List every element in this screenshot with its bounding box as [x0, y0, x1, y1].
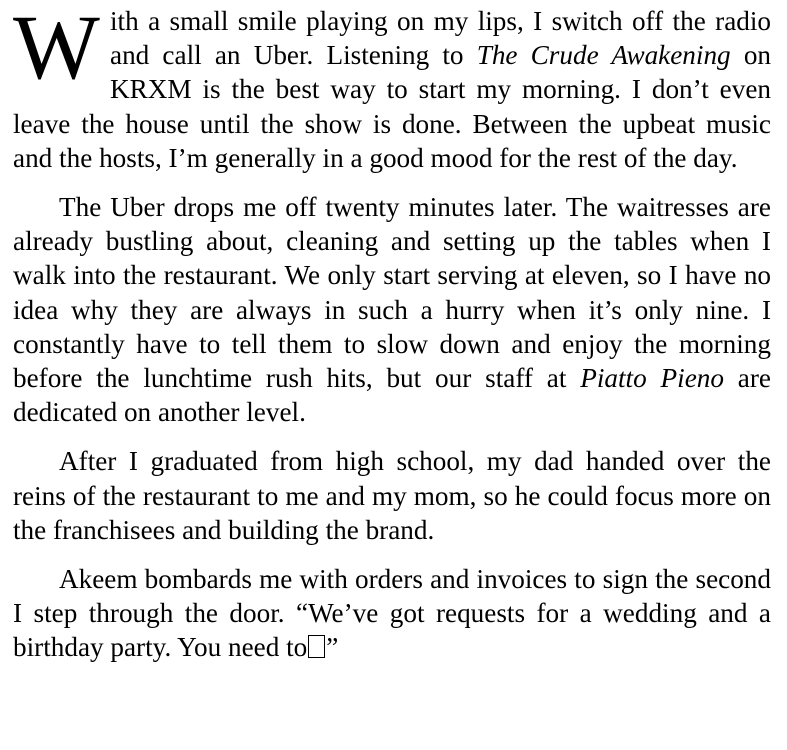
paragraph-2-text-start: The Uber drops me off twenty minutes later. The waitresses are already bustling about, cleaning and setting up the tables when I walk into the restaurant. We only start serving at eleven, so I have no idea why they are always in such a hurry when it’s only nine. I constantly have to tell them to slow down and enjoy the morning before the lunchtime rush hits, but our staff at — [13, 192, 771, 394]
paragraph-4-text: Akeem bombards me with orders and invoices to sign the second I step through the door. “We’ve got requests for a wedding and a birthday party. You need to — [13, 564, 771, 663]
paragraph-4 — [13, 562, 771, 665]
missing-glyph-box — [308, 635, 325, 658]
drop-cap-letter: W — [13, 0, 100, 98]
paragraph-1 — [13, 0, 772, 175]
paragraph-2 — [13, 190, 771, 429]
restaurant-name: Piatto Pieno — [580, 363, 724, 394]
radio-show-title: The Crude Awakening — [476, 40, 731, 71]
paragraph-3 — [13, 444, 771, 547]
paragraph-1-text-end: on KRXM is the best way to start my morning. I don’t even leave the house until the show is done. Between the upbeat music and the hosts, I’m generally in a good mood for the rest of the day. — [13, 40, 772, 173]
paragraph-3-text: After I graduated from high school, my dad handed over the reins of the restaurant to me and my mom, so he could focus more on the franchisees and building the brand. — [13, 446, 771, 545]
paragraph-2-text-end: are dedicated on another level. — [13, 363, 771, 428]
paragraph-4-closing-quote: ” — [326, 632, 339, 663]
paragraph-1-text-start: ith a small smile playing on my lips, I switch off the radio and call an Uber. Listening to — [110, 6, 771, 71]
